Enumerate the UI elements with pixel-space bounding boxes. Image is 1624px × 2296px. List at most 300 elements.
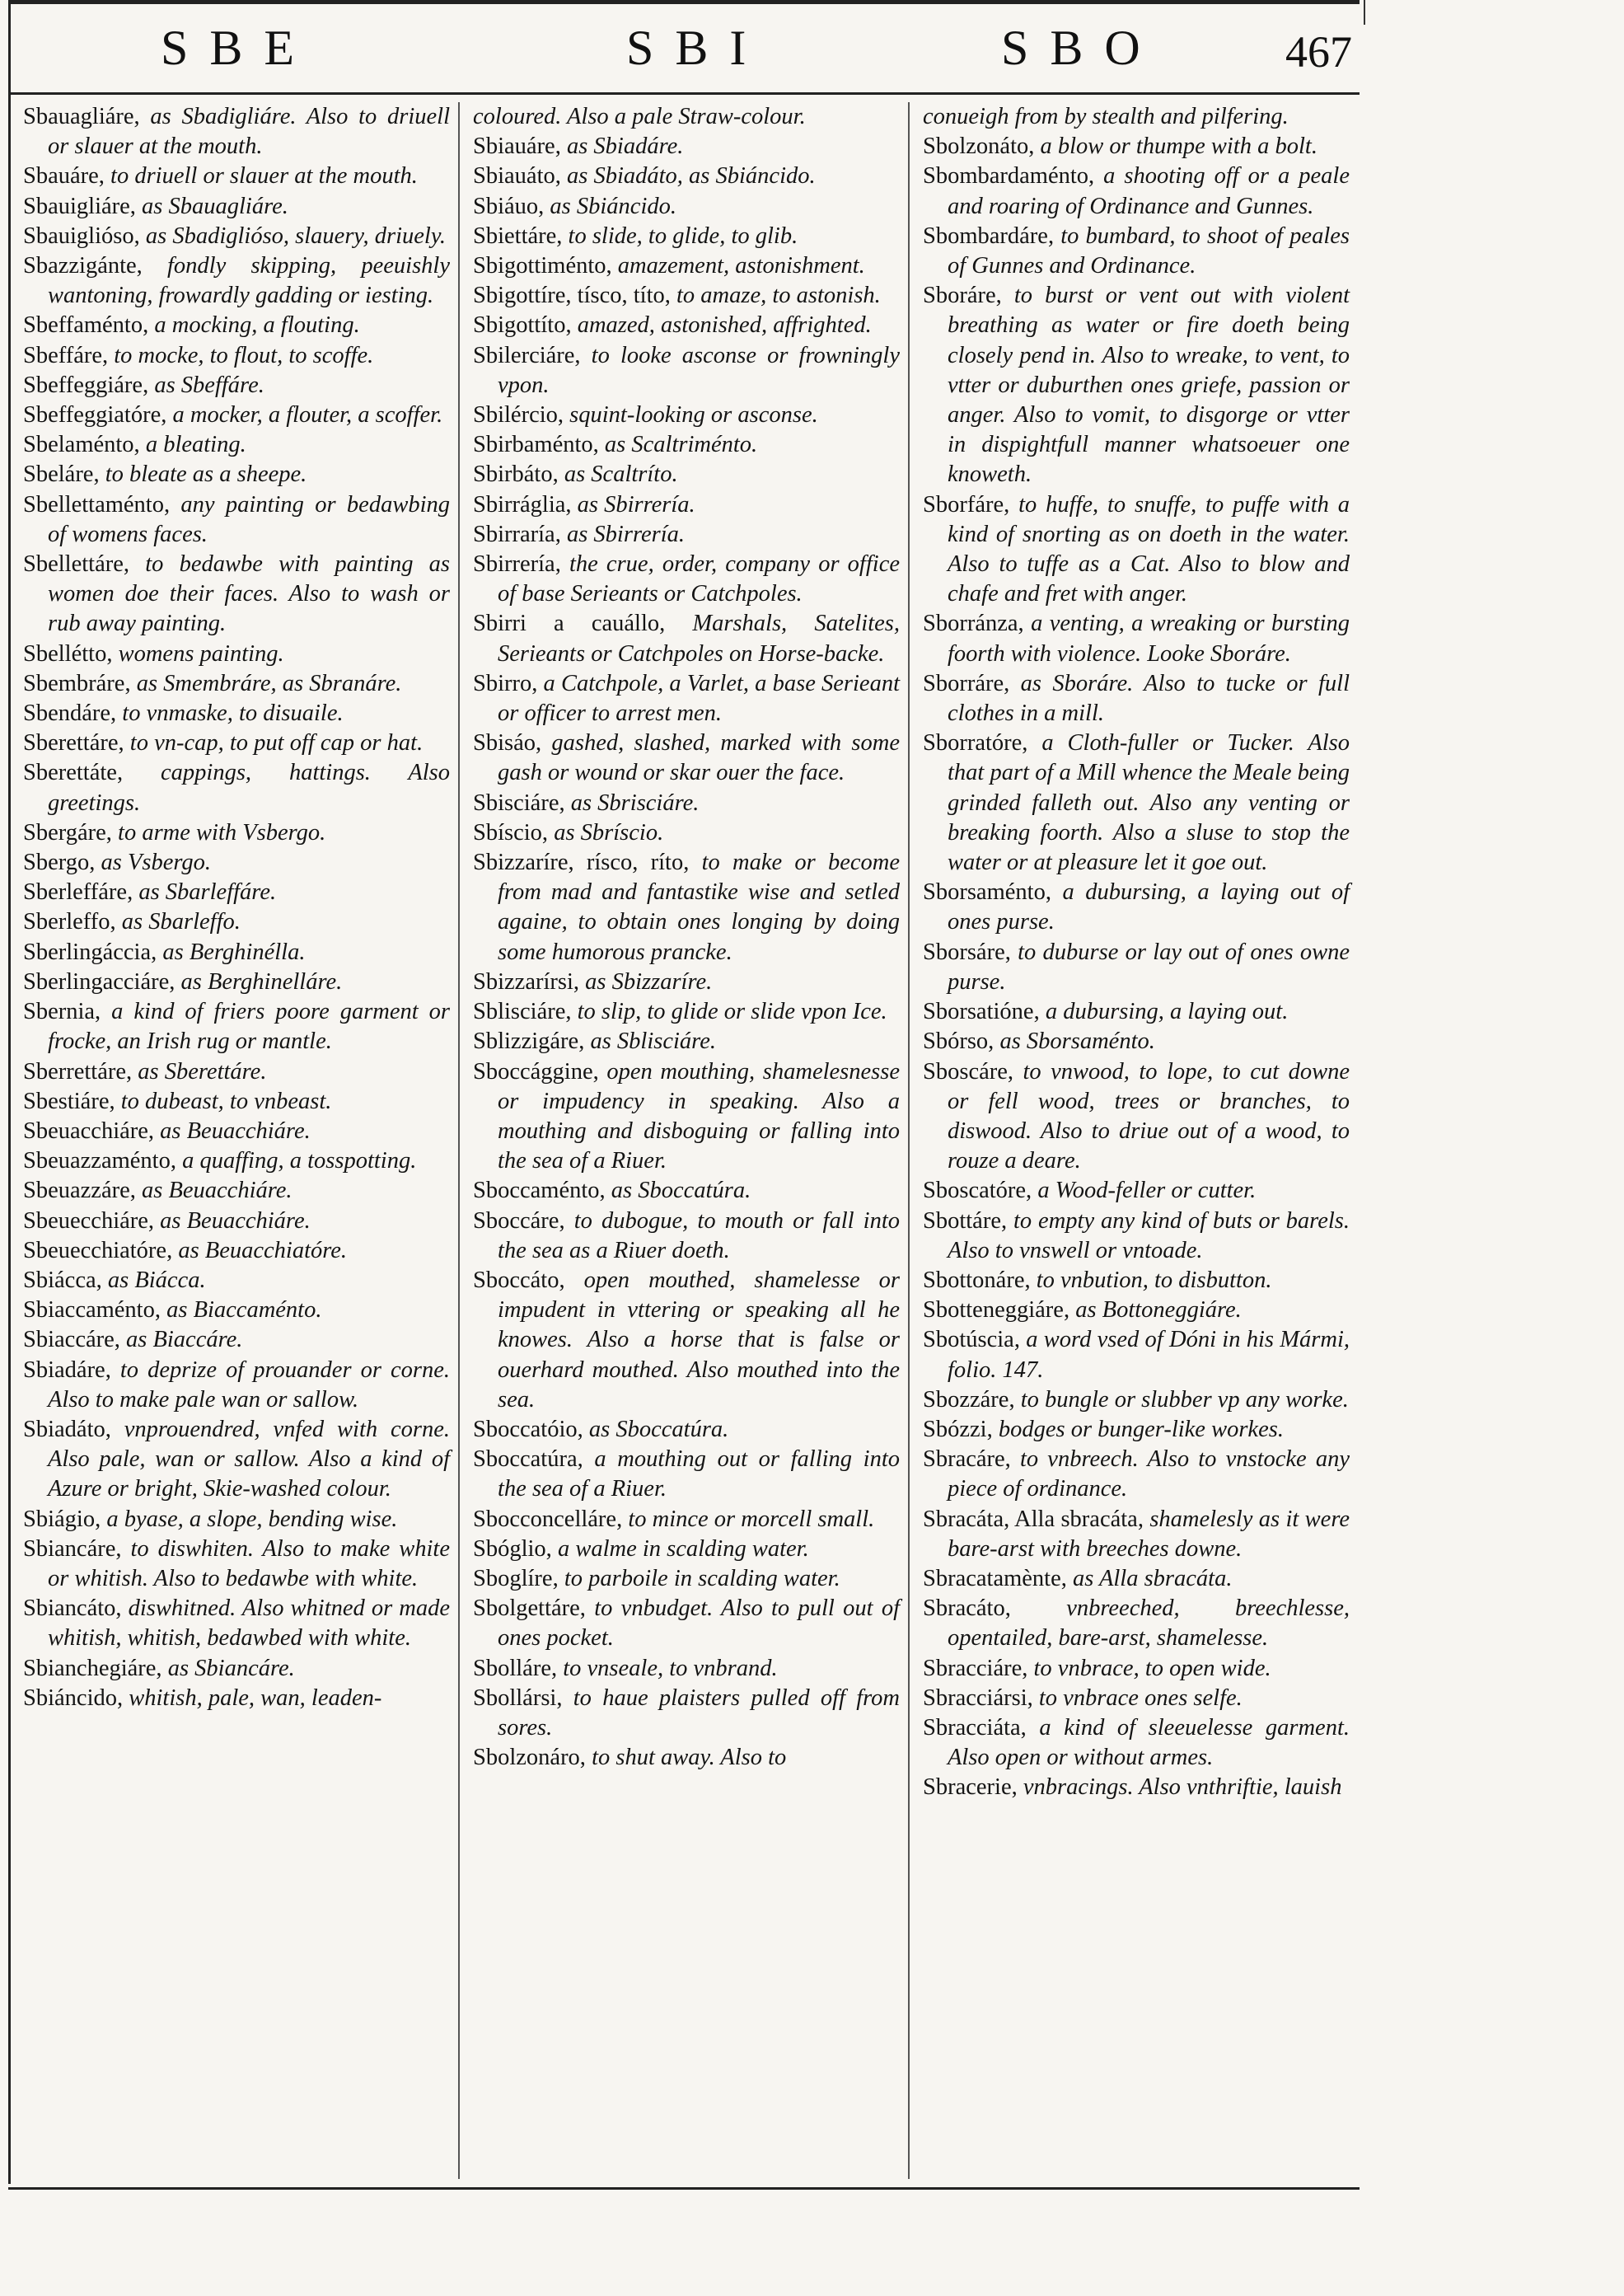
headword: Sbotúscia,	[923, 1327, 1020, 1353]
definition: as Sbrisciáre.	[564, 790, 700, 816]
definition: a venting, a wreaking or bursting foorth with violence. Looke Sboráre.	[948, 611, 1350, 667]
definition: as Sbiadáre.	[560, 134, 684, 160]
dictionary-entry	[923, 1505, 1350, 1564]
dictionary-entry	[23, 162, 450, 191]
dictionary-entry	[923, 1296, 1350, 1325]
definition: as Sbirrería.	[560, 521, 686, 547]
headword: Sborráre,	[923, 670, 1010, 696]
definition: a dubursing, a laying out.	[1039, 999, 1289, 1025]
headword: Sborratóre,	[923, 730, 1028, 757]
dictionary-entry	[473, 281, 900, 311]
definition: to parboile in scalding water.	[558, 1565, 840, 1591]
dictionary-entry	[23, 490, 450, 550]
definition: to make or become from mad and fantastike wise and setled againe, to obtain ones longing by doing some humorous prancke.	[498, 850, 900, 965]
headword: Sbollársi,	[473, 1685, 563, 1711]
dictionary-entry	[23, 1594, 450, 1653]
definition: as Sboccatúra.	[605, 1178, 751, 1204]
dictionary-entry	[923, 1684, 1350, 1713]
headword: Sbauigliáre,	[23, 193, 136, 219]
headword: Sbirbaménto,	[473, 432, 599, 458]
definition: a walme in scalding water.	[551, 1535, 809, 1562]
definition: squint-looking or asconse.	[564, 402, 818, 429]
headword: Sbracáre,	[923, 1446, 1011, 1473]
definition: as Alla sbracáta.	[1066, 1565, 1233, 1591]
definition: to vn-cap, to put off cap or hat.	[124, 730, 424, 757]
definition: as Sbarleffo.	[115, 909, 241, 935]
headword: Sbotteneggiáre,	[923, 1297, 1070, 1324]
definition: as Sboráre. Also to tucke or full clothes in a mill.	[948, 670, 1350, 727]
dictionary-entry	[923, 1564, 1350, 1594]
headword: Sberettáte,	[23, 760, 124, 786]
definition: a Cloth-fuller or Tucker. Also that part of a Mill whence the Meale being grinded falleth out. Also any venting or breaking foorth. Also a sluse to stop the water or at pleasure let it goe out.	[948, 730, 1350, 876]
definition: as Sblisciáre.	[584, 1029, 716, 1055]
headword: Sbendáre,	[23, 701, 117, 727]
dictionary-entry	[23, 1057, 450, 1087]
headword: Sbizzaríre, rísco, ríto,	[473, 850, 690, 876]
definition: as Vsbergo.	[95, 850, 212, 876]
headword: Sboccággine,	[473, 1058, 599, 1085]
headword: Sbizzarírsi,	[473, 968, 580, 995]
headword: Sbauagliáre,	[23, 104, 140, 129]
headword: Sbolzonáto,	[923, 134, 1035, 160]
dictionary-entry	[473, 1505, 900, 1535]
headword: Sbeffáre,	[23, 342, 109, 368]
dictionary-entry	[23, 311, 450, 340]
definition: as Sbiancáre.	[161, 1655, 295, 1681]
definition: vnprouendred, vnfed with corne. Also pale, wan or sallow. Also a kind of Azure or bright, Skie-washed colour.	[48, 1416, 450, 1502]
dictionary-entry	[473, 162, 900, 191]
headword: Sboccáto,	[473, 1267, 565, 1293]
headword: Sbigottíre, tísco, títo,	[473, 283, 671, 309]
dictionary-entry	[23, 1325, 450, 1355]
headword: Sbiácca,	[23, 1267, 102, 1293]
definition: a quaffing, a tosspotting.	[176, 1148, 417, 1174]
definition: as Sbeffáre.	[148, 372, 264, 398]
headword: Sberrettáre,	[23, 1058, 133, 1085]
dictionary-entry	[473, 1684, 900, 1743]
dictionary-entry	[473, 1445, 900, 1504]
dictionary-entry	[923, 490, 1350, 610]
dictionary-entry	[923, 1415, 1350, 1445]
dictionary-entry	[923, 132, 1350, 162]
dictionary-entry	[23, 430, 450, 460]
headword: Sborsaménto,	[923, 879, 1051, 906]
definition: as Sberettáre.	[132, 1058, 267, 1085]
dictionary-entry	[923, 997, 1350, 1027]
definition: shamelesly as it were bare-arst with breeches downe.	[948, 1506, 1350, 1562]
headword: Sbiettáre,	[473, 223, 563, 249]
definition: a bleating.	[139, 432, 246, 458]
headword: Sbeffaménto,	[23, 312, 149, 339]
top-rule	[8, 0, 1360, 4]
definition: Marshals, Satelites, Serieants or Catchpoles on Horse-backe.	[498, 611, 901, 667]
dictionary-entry	[923, 1325, 1350, 1385]
headword: Sberlingáccia,	[23, 939, 157, 965]
definition: to looke asconse or frowningly vpon.	[498, 342, 900, 398]
column-divider	[908, 102, 910, 2179]
headword: Sbiancáre,	[23, 1535, 122, 1562]
headword: Sbeffeggiáre,	[23, 372, 149, 398]
headword: Sbergáre,	[23, 819, 112, 846]
headword: Sbolgettáre,	[473, 1595, 586, 1622]
definition: as Sbarleffáre.	[133, 879, 277, 906]
header-rule	[8, 92, 1360, 95]
definition: vnbracings. Also vnthriftie, lauish	[1017, 1774, 1342, 1801]
dictionary-entry	[23, 669, 450, 699]
dictionary-entry	[923, 222, 1350, 281]
definition: to huffe, to snuffe, to puffe with a kind of snorting as on doeth in the water. Also to tuffe as a Cat. Also to blow and chafe and fret with anger.	[948, 491, 1350, 607]
headword: Sbracciáta,	[923, 1714, 1027, 1741]
headword: Sbracciársi,	[923, 1685, 1033, 1711]
headword: Sbellettáre,	[23, 551, 129, 578]
headword: Sbiáncido,	[23, 1685, 124, 1711]
headword: Sborfáre,	[923, 491, 1010, 518]
dictionary-entry	[923, 1654, 1350, 1684]
definition: a byase, a slope, bending wise.	[101, 1506, 398, 1532]
dictionary-entry	[23, 968, 450, 997]
headword: Sbirraría,	[473, 521, 561, 547]
dictionary-entry	[473, 1207, 900, 1266]
definition: amazed, astonished, affrighted.	[571, 312, 872, 339]
definition: as Sbríscio.	[548, 819, 664, 846]
definition: the crue, order, company or office of base Serieants or Catchpoles.	[498, 551, 900, 607]
dictionary-entry	[23, 758, 450, 818]
definition: to bedawbe with painting as women doe their faces. Also to wash or rub away painting.	[48, 551, 450, 637]
definition: to vnseale, to vnbrand.	[557, 1655, 778, 1681]
definition: a kind of friers poore garment or frocke, an Irish rug or mantle.	[48, 999, 450, 1055]
headword: Sbestiáre,	[23, 1088, 115, 1114]
dictionary-entry	[923, 1713, 1350, 1773]
dictionary-entry	[23, 341, 450, 371]
headword: Sbracciáre,	[923, 1655, 1028, 1681]
definition: as Sborsaménto.	[994, 1029, 1155, 1055]
definition: fondly skipping, peeuishly wantoning, frowardly gadding or iesting.	[48, 253, 450, 309]
definition: as Berghinélla.	[157, 939, 306, 965]
headword: Sbauiglióso,	[23, 223, 140, 249]
dictionary-entry	[23, 460, 450, 490]
headword: Sbolláre,	[473, 1655, 558, 1681]
definition: as Sbadigliáre. Also to driuell or slauer at the mouth.	[48, 104, 450, 160]
dictionary-entry	[473, 490, 900, 520]
headword: Sbeffeggiatóre,	[23, 402, 167, 429]
definition: to slide, to glide, to glib.	[562, 223, 798, 249]
bottom-rule	[8, 2187, 1360, 2190]
headword: Sbracáto,	[923, 1595, 1011, 1622]
headword: Sbíscio,	[473, 819, 549, 846]
running-header	[0, 20, 1368, 77]
column-left	[23, 102, 450, 1713]
headword: Sbiágio,	[23, 1506, 101, 1532]
dictionary-entry	[473, 550, 900, 609]
dictionary-entry	[473, 848, 900, 968]
headword: Sbiauáre,	[473, 134, 561, 160]
dictionary-entry	[923, 1385, 1350, 1415]
dictionary-entry	[923, 1445, 1350, 1504]
definition: whitish, pale, wan, leaden-	[123, 1685, 382, 1711]
dictionary-entry	[473, 1654, 900, 1684]
dictionary-entry	[473, 430, 900, 460]
definition: to vnbrace ones selfe.	[1032, 1685, 1243, 1711]
definition: to mocke, to flout, to scoffe.	[108, 342, 374, 368]
headword: Sbianchegiáre,	[23, 1655, 162, 1681]
headword: Sbeuacchiáre,	[23, 1118, 155, 1144]
dictionary-entry	[23, 1654, 450, 1684]
headword: Sbolzonáro,	[473, 1745, 586, 1771]
headword: Sbergo,	[23, 850, 96, 876]
headword: Sborsatióne,	[923, 999, 1040, 1025]
guide-word-right: SBO	[1001, 21, 1162, 75]
definition: cappings, hattings. Also greetings.	[48, 760, 450, 816]
dictionary-entry	[923, 1176, 1350, 1206]
dictionary-entry	[23, 1684, 450, 1713]
definition: to duburse or lay out of ones owne purse.	[948, 939, 1350, 995]
headword: Sboccatóio,	[473, 1416, 583, 1442]
headword: Sbigottiménto,	[473, 253, 612, 279]
definition: a Catchpole, a Varlet, a base Serieant or officer to arrest men.	[498, 670, 900, 727]
headword: Sbirrería,	[473, 551, 561, 578]
definition: bodges or bunger-like workes.	[992, 1416, 1284, 1442]
definition: open mouthing, shamelesnesse or impudency in speaking. Also a mouthing and disboguing or falling into the sea of a Riuer.	[498, 1058, 900, 1174]
dictionary-entry	[473, 311, 900, 340]
dictionary-entry	[473, 729, 900, 788]
dictionary-entry	[23, 997, 450, 1057]
definition: as Sbiadáto, as Sbiáncido.	[560, 163, 816, 190]
dictionary-entry	[923, 669, 1350, 729]
dictionary-entry	[923, 281, 1350, 490]
dictionary-entry	[23, 1117, 450, 1146]
dictionary-entry	[23, 938, 450, 968]
dictionary-entry	[23, 251, 450, 311]
definition: to vnbrace, to open wide.	[1027, 1655, 1271, 1681]
headword: Sboráre,	[923, 283, 1002, 309]
definition: to diswhiten. Also to make white or whitish. Also to bedawbe with white.	[48, 1535, 450, 1591]
dictionary-entry	[473, 789, 900, 818]
headword: Sboccáre,	[473, 1207, 565, 1234]
headword: Sbracerie,	[923, 1774, 1018, 1801]
dictionary-entry	[473, 102, 900, 132]
dictionary-entry	[23, 1356, 450, 1415]
dictionary-entry	[23, 1266, 450, 1296]
headword: Sbirbáto,	[473, 462, 559, 488]
definition: to dubogue, to mouth or fall into the sea as a Riuer doeth.	[498, 1207, 900, 1263]
headword: Sbirri a cauállo,	[473, 611, 666, 637]
dictionary-entry	[23, 878, 450, 907]
dictionary-entry	[23, 1087, 450, 1117]
guide-word-middle: SBI	[626, 21, 768, 75]
headword: Sbiaccáre,	[23, 1327, 120, 1353]
dictionary-entry	[473, 1594, 900, 1653]
headword: Sbernia,	[23, 999, 101, 1025]
dictionary-entry	[473, 401, 900, 430]
dictionary-entry	[23, 1505, 450, 1535]
headword: Sbirro,	[473, 670, 538, 696]
definition: any painting or bedawbing of womens faces.	[48, 491, 450, 547]
dictionary-entry	[473, 1564, 900, 1594]
headword: Sbiadáto,	[23, 1416, 111, 1442]
headword: Sbembráre,	[23, 670, 131, 696]
definition: to vnwood, to lope, to cut downe or fell wood, trees or branches, to diswood. Also to driue out of a wood, to rouze a deare.	[948, 1058, 1350, 1174]
definition: to mince or morcell small.	[622, 1506, 875, 1532]
dictionary-entry	[23, 1176, 450, 1206]
dictionary-entry	[473, 341, 900, 401]
definition: to vnbudget. Also to pull out of ones pocket.	[498, 1595, 900, 1652]
dictionary-entry	[473, 997, 900, 1027]
dictionary-entry	[23, 550, 450, 640]
dictionary-entry	[923, 1266, 1350, 1296]
headword: Sboscatóre,	[923, 1178, 1032, 1204]
dictionary-entry	[23, 699, 450, 729]
definition: to bungle or slubber vp any worke.	[1014, 1386, 1349, 1413]
definition: to vnbreech. Also to vnstocke any piece of ordinance.	[948, 1446, 1350, 1502]
dictionary-entry	[23, 192, 450, 222]
definition: to empty any kind of buts or barels. Also to vnswell or vntoade.	[948, 1207, 1350, 1263]
headword: Sbozzáre,	[923, 1386, 1015, 1413]
dictionary-entry	[923, 1057, 1350, 1177]
definition: to arme with Vsbergo.	[111, 819, 326, 846]
dictionary-entry	[23, 1207, 450, 1236]
left-rule	[8, 0, 11, 2184]
headword: Sbigottíto,	[473, 312, 572, 339]
definition: amazement, astonishment.	[611, 253, 865, 279]
headword: Sboccaménto,	[473, 1178, 606, 1204]
definition: coloured. Also a pale Straw-colour.	[473, 104, 806, 129]
column-right	[923, 102, 1350, 1803]
headword: Sbeuecchiáre,	[23, 1207, 155, 1234]
guide-word-left: SBE	[161, 21, 316, 75]
definition: to driuell or slauer at the mouth.	[104, 163, 418, 190]
headword: Sbeuecchiatóre,	[23, 1237, 173, 1263]
definition: to burst or vent out with violent breathing as water or fire doeth being closely pend in. Also to wreake, to vent, to vtter or duburthen ones griefe, passion or anger. Also to vomit, to disgorge or vtter in dispightfull manner whatsoeuer one knoweth.	[948, 283, 1350, 488]
dictionary-entry	[473, 818, 900, 848]
dictionary-entry	[923, 102, 1350, 132]
headword: Sboccatúra,	[473, 1446, 583, 1473]
dictionary-entry	[23, 222, 450, 251]
headword: Sberettáre,	[23, 730, 124, 757]
dictionary-entry	[23, 371, 450, 401]
dictionary-entry	[473, 1176, 900, 1206]
headword: Sbellettaménto,	[23, 491, 171, 518]
headword: Sbisáo,	[473, 730, 542, 757]
headword: Sbracatamènte,	[923, 1565, 1067, 1591]
column-divider	[458, 102, 460, 2179]
dictionary-entry	[473, 669, 900, 729]
page-number: 467	[1285, 27, 1352, 77]
dictionary-entry	[473, 1027, 900, 1057]
definition: open mouthed, shamelesse or impudent in vttering or speaking all he knowes. Also a horse that is false or ouerhard mouthed. Also mouthed into the sea.	[498, 1267, 900, 1413]
definition: as Bottoneggiáre.	[1069, 1297, 1242, 1324]
definition: to vnbution, to disbutton.	[1030, 1267, 1272, 1293]
dictionary-entry	[473, 1266, 900, 1415]
definition: as Smembráre, as Sbranáre.	[130, 670, 402, 696]
definition: as Biaccáre.	[119, 1327, 243, 1353]
definition: to slip, to glide or slide vpon Ice.	[571, 999, 887, 1025]
dictionary-entry	[473, 1057, 900, 1177]
dictionary-entry	[23, 818, 450, 848]
dictionary-entry	[473, 251, 900, 281]
definition: a mocker, a flouter, a scoffer.	[166, 402, 443, 429]
dictionary-entry	[923, 609, 1350, 668]
dictionary-entry	[473, 460, 900, 490]
column-middle	[473, 102, 900, 1773]
definition: a mocking, a flouting.	[148, 312, 360, 339]
dictionary-entry	[473, 1743, 900, 1773]
dictionary-entry	[23, 1415, 450, 1505]
definition: as Scaltríto.	[558, 462, 678, 488]
definition: as Biaccaménto.	[160, 1297, 322, 1324]
definition: as Sbirrería.	[571, 491, 695, 518]
headword: Sbisciáre,	[473, 790, 565, 816]
headword: Sbazzigánte,	[23, 253, 143, 279]
dictionary-entry	[923, 1207, 1350, 1266]
dictionary-entry	[23, 1236, 450, 1266]
dictionary-entry	[473, 132, 900, 162]
definition: to shut away. Also to	[585, 1745, 787, 1771]
definition: to amaze, to astonish.	[670, 283, 881, 309]
definition: to deprize of prouander or corne. Also to make pale wan or sallow.	[48, 1357, 450, 1413]
definition: vnbreeched, breechlesse, opentailed, bare-arst, shamelesse.	[948, 1595, 1350, 1652]
dictionary-entry	[23, 640, 450, 669]
dictionary-entry	[473, 520, 900, 550]
headword: Sbelaménto,	[23, 432, 140, 458]
headword: Sbellétto,	[23, 640, 113, 667]
definition: as Scaltriménto.	[598, 432, 758, 458]
headword: Sbombardáre,	[923, 223, 1055, 249]
definition: a Wood-feller or cutter.	[1032, 1178, 1257, 1204]
definition: as Sbizzaríre.	[579, 968, 713, 995]
definition: as Beuacchiáre.	[135, 1178, 293, 1204]
dictionary-entry	[473, 609, 900, 668]
definition: to dubeast, to vnbeast.	[115, 1088, 332, 1114]
definition: a word vsed of Dóni in his Mármi, folio. 147.	[948, 1327, 1350, 1383]
headword: Sboscáre,	[923, 1058, 1014, 1085]
headword: Sbilércio,	[473, 402, 564, 429]
dictionary-entry	[923, 729, 1350, 878]
headword: Sbózzi,	[923, 1416, 993, 1442]
definition: to vnmaske, to disuaile.	[116, 701, 344, 727]
headword: Sbiáuo,	[473, 193, 545, 219]
headword: Sbeláre,	[23, 462, 100, 488]
headword: Sbiancáto,	[23, 1595, 122, 1622]
headword: Sbilerciáre,	[473, 342, 581, 368]
definition: as Sbadiglióso, slauery, driuely.	[139, 223, 447, 249]
headword: Sberlingacciáre,	[23, 968, 176, 995]
dictionary-entry	[23, 1146, 450, 1176]
definition: a dubursing, a laying out of ones purse.	[948, 879, 1350, 935]
headword: Sblizzigáre,	[473, 1029, 585, 1055]
definition: a kind of sleeuelesse garment. Also open or without armes.	[948, 1714, 1350, 1771]
dictionary-entry	[473, 192, 900, 222]
definition: as Sboccatúra.	[583, 1416, 729, 1442]
dictionary-entry	[23, 102, 450, 162]
headword: Sborránza,	[923, 611, 1024, 637]
dictionary-entry	[23, 401, 450, 430]
dictionary-entry	[923, 162, 1350, 221]
dictionary-entry	[473, 1415, 900, 1445]
dictionary-entry	[473, 1535, 900, 1564]
definition: a shooting off or a peale and roaring of Ordinance and Gunnes.	[948, 163, 1350, 219]
definition: a blow or thumpe with a bolt.	[1034, 134, 1317, 160]
headword: Sbocconcelláre,	[473, 1506, 623, 1532]
dictionary-entry	[923, 938, 1350, 997]
dictionary-entry	[23, 848, 450, 878]
headword: Sbombardaménto,	[923, 163, 1095, 190]
headword: Sbottáre,	[923, 1207, 1008, 1234]
definition: diswhitned. Also whitned or made whitish, whitish, bedawbed with white.	[48, 1595, 450, 1652]
definition: as Beuacchiáre.	[154, 1118, 311, 1144]
headword: Sbeuazzaménto,	[23, 1148, 176, 1174]
definition: as Sbauagliáre.	[135, 193, 288, 219]
headword: Sbiadáre,	[23, 1357, 111, 1383]
